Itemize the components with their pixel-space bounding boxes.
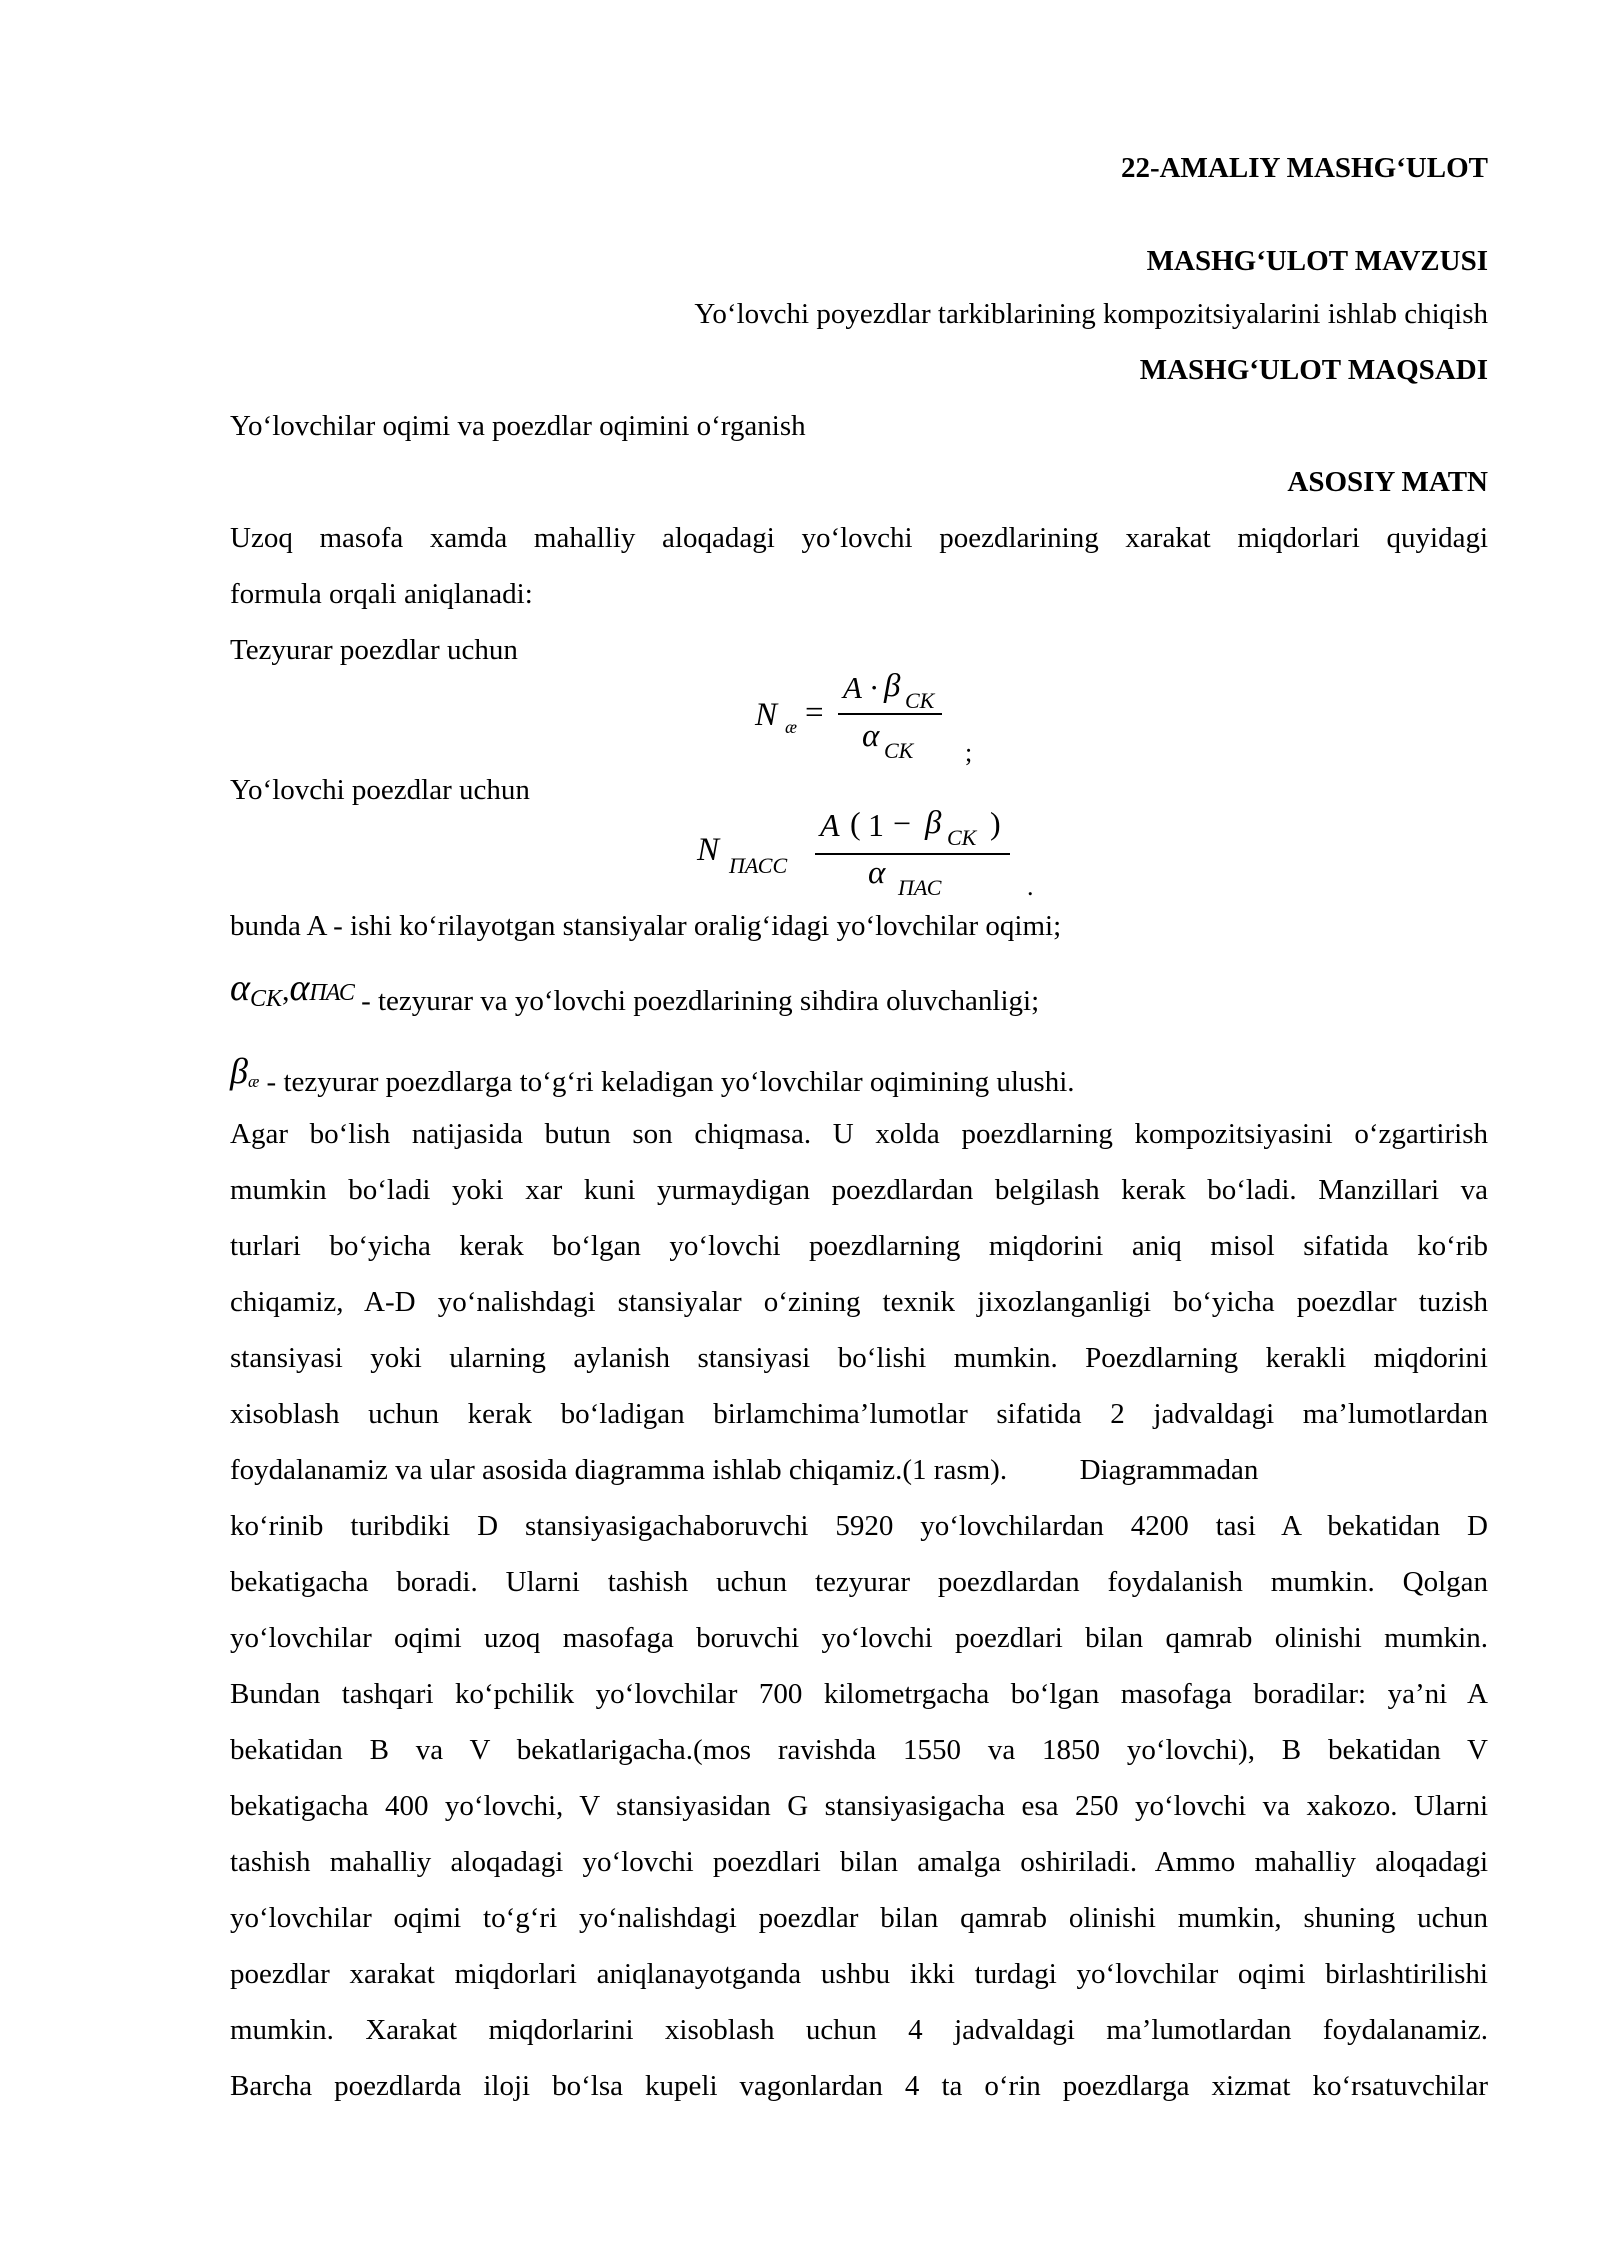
- body-line: yo‘lovchilar oqimi to‘g‘ri yo‘nalishdagi poezdlar bilan qamrab olinishi mumkin, shuning uchun: [230, 1902, 1488, 1934]
- body-line: bekatidan B va V bekatlarigacha.(mos ravishda 1550 va 1850 yo‘lovchi), B bekatidan V: [230, 1734, 1488, 1766]
- def-comma: ,: [281, 974, 290, 1007]
- body-line: mumkin. Xarakat miqdorlarini xisoblash uchun 4 jadvaldagi ma’lumotlardan foydalanamiz.: [230, 2014, 1488, 2046]
- body-line: ko‘rinib turibdiki D stansiyasigachaboruvchi 5920 yo‘lovchilardan 4200 tasi A bekatidan D: [230, 1510, 1488, 1542]
- body-line: yo‘lovchilar oqimi uzoq masofaga boruvchi yo‘lovchi poezdlari bilan qamrab olinishi mumkin.: [230, 1622, 1488, 1654]
- f1-den-alpha: α: [862, 718, 880, 754]
- body-line: bekatigacha 400 yo‘lovchi, V stansiyasidan G stansiyasigacha esa 250 yo‘lovchi va xakozo. Ularni: [230, 1790, 1488, 1822]
- body-line: tashish mahalliy aloqadagi yo‘lovchi poezdlari bilan amalga oshiriladi. Ammo mahalliy aloqadagi: [230, 1846, 1488, 1878]
- topic-heading: MASHG‘ULOT MAVZUSI: [1146, 245, 1488, 277]
- body-line: chiqamiz, A-D yo‘nalishdagi stansiyalar o‘zining texnik jixozlanganligi bo‘yicha poezdlar tuzish: [230, 1286, 1488, 1318]
- topic-text: Yo‘lovchi poyezdlar tarkiblarining kompozitsiyalarini ishlab chiqish: [694, 298, 1488, 330]
- definition-beta: [230, 1050, 1488, 1100]
- body-line: poezdlar xarakat miqdorlari aniqlanayotganda ushbu ikki turdagi yo‘lovchilar oqimi birlashtirilishi: [230, 1958, 1488, 1990]
- def-alpha2: α: [289, 967, 310, 1009]
- definition-alpha: [230, 966, 1488, 1016]
- body-line: Agar bo‘lish natijasida butun son chiqmasa. U xolda poezdlarning kompozitsiyasini o‘zgartirish: [230, 1118, 1488, 1150]
- intro-line-2: formula orqali aniqlanadi:: [230, 578, 533, 610]
- f2-num-a: A: [820, 807, 840, 843]
- f2-num-close: ): [990, 805, 1001, 841]
- f1-end: ;: [965, 738, 973, 767]
- def-beta: β: [230, 1051, 248, 1091]
- f2-den-alpha: α: [868, 855, 886, 891]
- f1-den-sub: CK: [884, 738, 914, 763]
- f2-num-minus: −: [893, 805, 912, 841]
- f1-equals: =: [805, 695, 824, 731]
- f2-num-beta: β: [925, 805, 942, 841]
- f1-lhs-sub: æ: [785, 717, 798, 737]
- main-heading: ASOSIY MATN: [1287, 466, 1488, 498]
- f2-num-open: (: [850, 805, 861, 841]
- f2-num-one: 1: [868, 807, 884, 843]
- body-line: turlari bo‘yicha kerak bo‘lgan yo‘lovchi poezdlarning miqdorini aniq misol sifatida ko‘rib: [230, 1230, 1488, 1262]
- def-alpha-text: - tezyurar va yo‘lovchi poezdlarining sihdira oluvchanligi;: [353, 985, 1040, 1017]
- f2-lhs: N: [697, 832, 720, 868]
- body-line: xisoblash uchun kerak bo‘ladigan birlamchima’lumotlar sifatida 2 jadvaldagi ma’lumotlardan: [230, 1398, 1488, 1430]
- passenger-train-label: Yo‘lovchi poezdlar uchun: [230, 774, 530, 806]
- lesson-title: 22-AMALIY MASHG‘ULOT: [1120, 152, 1488, 184]
- def-beta-sub: æ: [247, 1072, 260, 1091]
- f2-num-sub: CK: [947, 825, 977, 850]
- f1-lhs: N: [755, 697, 778, 733]
- body-line: foydalanamiz va ular asosida diagramma ishlab chiqamiz.(1 rasm). Diagrammadan: [230, 1454, 1259, 1486]
- f2-den-sub: ПАС: [898, 875, 942, 900]
- f2-lhs-sub: ПАСС: [729, 853, 788, 878]
- def-alpha1-sub: CK: [249, 986, 282, 1012]
- body-line: bekatigacha boradi. Ularni tashish uchun tezyurar poezdlardan foydalanish mumkin. Qolgan: [230, 1566, 1488, 1598]
- def-alpha1: α: [230, 967, 250, 1009]
- definition-a: bunda A - ishi ko‘rilayotgan stansiyalar oralig‘idagi yo‘lovchilar oqimi;: [230, 910, 1062, 942]
- goal-heading: MASHG‘ULOT MAQSADI: [1139, 354, 1488, 386]
- f1-num-sub: CK: [905, 688, 935, 713]
- body-line: stansiyasi yoki ularning aylanish stansiyasi bo‘lishi mumkin. Poezdlarning kerakli miqdorini: [230, 1342, 1488, 1374]
- body-line: Bundan tashqari ko‘pchilik yo‘lovchilar 700 kilometrgacha bo‘lgan masofaga boradilar: ya’ni A: [230, 1678, 1488, 1710]
- f2-fraction-bar: [815, 853, 1010, 855]
- intro-line-1: Uzoq masofa xamda mahalliy aloqadagi yo‘lovchi poezdlarining xarakat miqdorlari quyidagi: [230, 522, 1488, 554]
- def-alpha2-sub: ПАС: [309, 980, 354, 1006]
- f1-num-a: A: [843, 670, 862, 705]
- fast-train-label: Tezyurar poezdlar uchun: [230, 634, 518, 666]
- body-line: mumkin bo‘ladi yoki xar kuni yurmaydigan poezdlardan belgilash kerak bo‘ladi. Manzillari va: [230, 1174, 1488, 1206]
- body-line: Barcha poezdlarda iloji bo‘lsa kupeli vagonlardan 4 ta o‘rin poezdlarga xizmat ko‘rsatuvchilar: [230, 2070, 1488, 2102]
- goal-text: Yo‘lovchilar oqimi va poezdlar oqimini o‘rganish: [230, 410, 806, 442]
- def-beta-text: - tezyurar poezdlarga to‘g‘ri keladigan yo‘lovchilar oqimining ulushi.: [259, 1066, 1075, 1098]
- f1-num-beta: β: [884, 668, 901, 704]
- f1-num-dot: ·: [869, 670, 880, 705]
- f1-fraction-bar: [838, 713, 942, 715]
- f2-end: .: [1027, 872, 1034, 901]
